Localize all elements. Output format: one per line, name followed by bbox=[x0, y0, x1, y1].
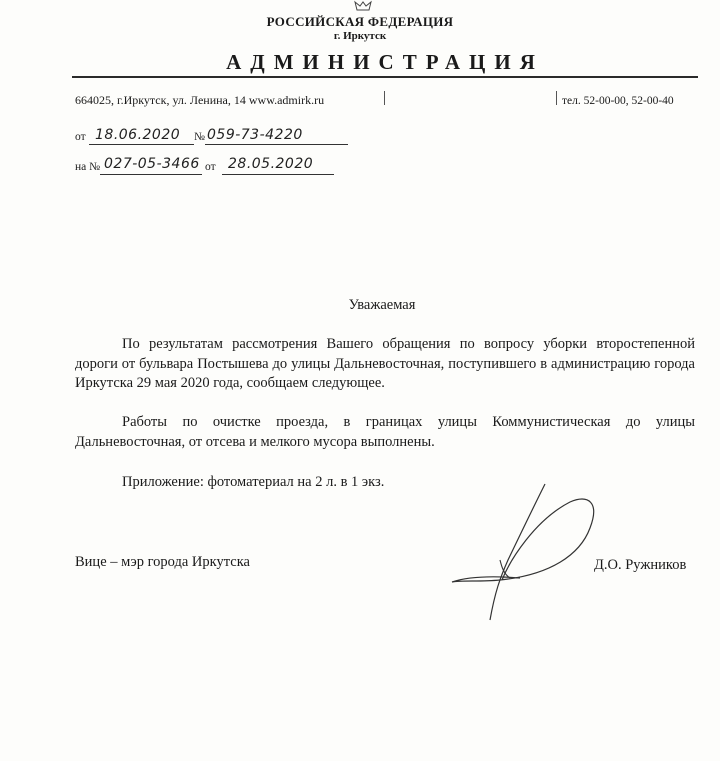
number-label: № bbox=[194, 131, 205, 143]
outgoing-number: 059-73-4220 bbox=[207, 127, 303, 143]
date-underline bbox=[89, 143, 194, 145]
city-heading: г. Иркутск bbox=[333, 30, 387, 42]
phone-line: тел. 52-00-00, 52-00-40 bbox=[562, 95, 674, 107]
reference-number: 027-05-3466 bbox=[104, 156, 200, 172]
address-line: 664025, г.Иркутск, ул. Ленина, 14 www.admirk.ru bbox=[75, 93, 325, 107]
phone-bracket bbox=[556, 91, 557, 105]
signatory-position: Вице – мэр города Иркутска bbox=[75, 554, 250, 570]
number-underline bbox=[205, 143, 348, 145]
handwritten-signature bbox=[440, 480, 610, 630]
reference-label: на № bbox=[75, 161, 101, 173]
reference-date-underline bbox=[222, 173, 334, 175]
header-divider bbox=[72, 76, 698, 78]
reference-date-label: от bbox=[205, 161, 216, 173]
greeting: Уважаемая bbox=[348, 297, 416, 313]
country-heading: РОССИЙСКАЯ ФЕДЕРАЦИЯ bbox=[266, 14, 454, 29]
from-label: от bbox=[75, 131, 86, 143]
reference-date: 28.05.2020 bbox=[228, 156, 314, 172]
attachment-note: Приложение: фотоматериал на 2 л. в 1 экз. bbox=[122, 474, 385, 490]
address-bracket bbox=[384, 91, 385, 105]
body-paragraph-1: По результатам рассмотрения Вашего обращения по вопросу уборки второстепенной дороги от бульвара Постышева до улицы Дальневосточная, поступившего в администрацию города Иркутска 29 мая 2020 года, сообщаем следующее. bbox=[75, 336, 695, 391]
outgoing-date: 18.06.2020 bbox=[95, 127, 181, 143]
signatory-name: Д.О. Ружников bbox=[594, 557, 687, 573]
body-paragraph-2: Работы по очистке проезда, в границах улицы Коммунистическая до улицы Дальневосточная, от отсева и мелкого мусора выполнены. bbox=[75, 414, 695, 450]
coat-of-arms-icon bbox=[352, 0, 374, 12]
reference-underline bbox=[100, 173, 202, 175]
organization-title: АДМИНИСТРАЦИЯ bbox=[226, 50, 544, 74]
